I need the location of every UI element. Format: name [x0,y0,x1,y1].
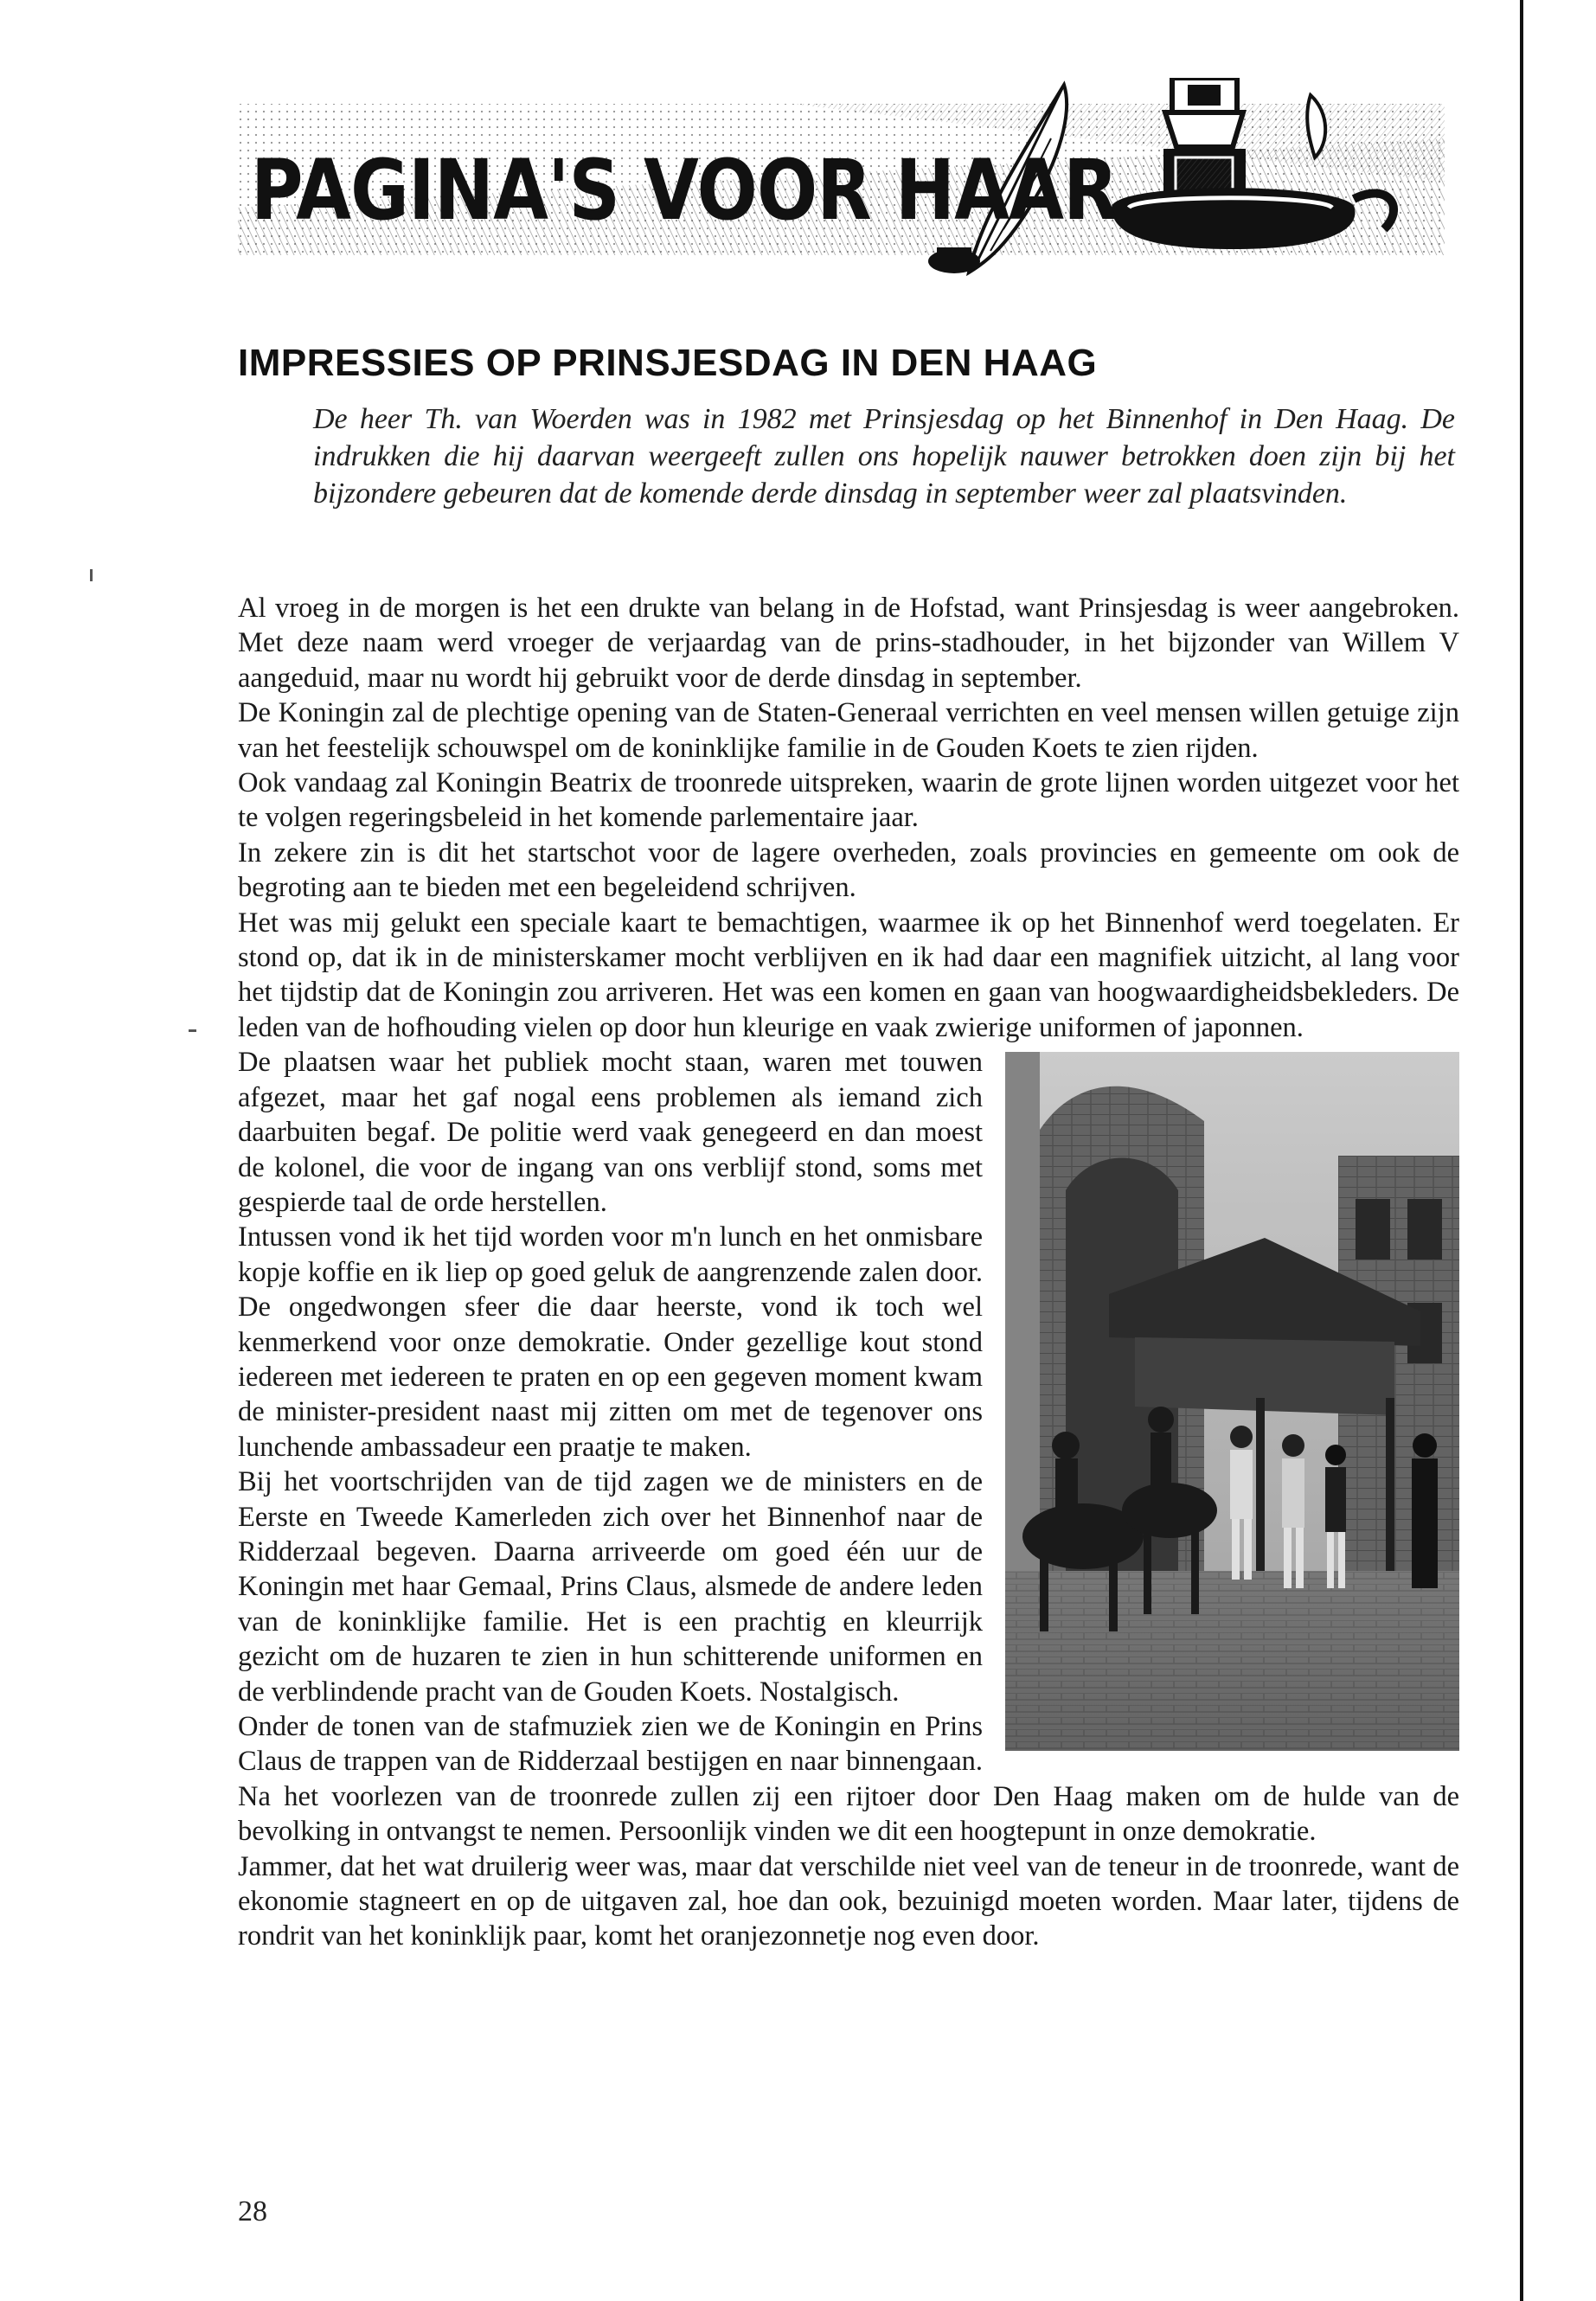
page-number: 28 [238,2195,267,2227]
ceremony-photo [1005,1052,1459,1751]
paragraph: Het was mij gelukt een speciale kaart te bemachtigen, waarmee ik op het Binnenhof werd toegelaten. Er stond op, dat ik in de ministerskamer mocht verblijven en ik had daar een magnifiek uitzicht, al lang voor het tijdstip dat de Koningin zou arriveren. Het was een komen en gaan van hoogwaardigheidsbekleders. De leden van de hofhouding vielen op door hun kleurige en vaak zwierige uniformen of japonnen. [238,907,1459,1043]
banner-title: PAGINA'S VOOR HAAR [251,142,1118,239]
paragraph: In zekere zin is dit het startschot voor de lagere overheden, zoals provincies en gemeente om ook de begroting aan te bieden met een begeleidend schrijven. [238,836,1459,904]
photo-image [1005,1052,1459,1751]
header-banner [238,78,1445,277]
margin-mark [90,569,93,581]
paragraph: Jammer, dat het wat druilerig weer was, maar dat verschilde niet veel van de teneur in de troonrede, want de ekonomie stagneert en op de uitgaven zal, hoe dan ook, bezuinigd moeten worden. Maar later, tijdens de rondrit van het koninklijk paar, komt het oranjezonnetje nog even door. [238,1850,1459,1952]
article-intro: De heer Th. van Woerden was in 1982 met Prinsjesdag op het Binnenhof in Den Haag. De indrukken die hij daarvan weergeeft zullen ons hopelijk nauwer betrokken doen zijn bij het bijzondere gebeuren dat de komende derde dinsdag in september weer zal plaatsvinden. [313,403,1455,510]
article-body [238,591,1459,1954]
paragraph: Al vroeg in de morgen is het een drukte van belang in de Hofstad, want Prinsjesdag is weer aangebroken. Met deze naam werd vroeger de verjaardag van de prins-stadhouder, in het bijzonder van Willem V aangeduid, maar nu wordt hij gebruikt voor de derde dinsdag in september. [238,593,1459,694]
paragraph: Bij het voortschrijden van de tijd zagen we de ministers en de Eerste en Tweede Kamerleden zich over het Binnenhof naar de Ridderzaal begeven. Daarna arriveerde om goed één uur de Koningin met haar Gemaal, Prins Claus, alsmede de andere leden van de koninklijke familie. Het is een prachtig en kleurrijk gezicht om de huzaren te zien in hun schitterende uniformen en de verblindende pracht van de Gouden Koets. Nostalgisch. [238,1466,983,1708]
page-edge-rule [1520,0,1523,2301]
paragraph: De plaatsen waar het publiek mocht staan, waren met touwen afgezet, maar het gaf nogal eens problemen als iemand zich daarbuiten begaf. De politie werd vaak genegeerd en dan moest de kolonel, die voor de ingang van ons verblijf stond, soms met gespierde taal de orde herstellen. [238,1047,983,1218]
article-title: IMPRESSIES OP PRINSJESDAG IN DEN HAAG [238,342,1098,384]
paragraph: Intussen vond ik het tijd worden voor m'n lunch en het onmisbare kopje koffie en ik liep op goed geluk de aangrenzende zalen door. De ongedwongen sfeer die daar heerste, vond ik toch wel kenmerkend voor onze demokratie. Onder gezellige kout stond iedereen met iedereen te praten en op een gegeven moment kwam de minister-president naast mij zitten om met de tegenover ons lunchende ambassadeur een praatje te maken. [238,1221,983,1463]
paragraph: De Koningin zal de plechtige opening van de Staten-Generaal verrichten en veel mensen willen getuige zijn van het feestelijk schouwspel om de koninklijke familie in de Gouden Koets te zien rijden. [238,697,1459,764]
margin-mark [189,1029,196,1032]
paragraph: Ook vandaag zal Koningin Beatrix de troonrede uitspreken, waarin de grote lijnen worden uitgezet voor het te volgen regeringsbeleid in het komende parlementaire jaar. [238,767,1459,834]
paragraph: Onder de tonen van de stafmuziek zien we de Koningin en Prins Claus de trappen van de Ridderzaal bestijgen en naar binnengaan. Na het voorlezen van de troonrede zullen zij een rijtoer door Den Haag maken om de hulde van de bevolking in ontvangst te nemen. Persoonlijk vinden we dit een hoogtepunt in onze demokratie. [238,1711,1459,1848]
